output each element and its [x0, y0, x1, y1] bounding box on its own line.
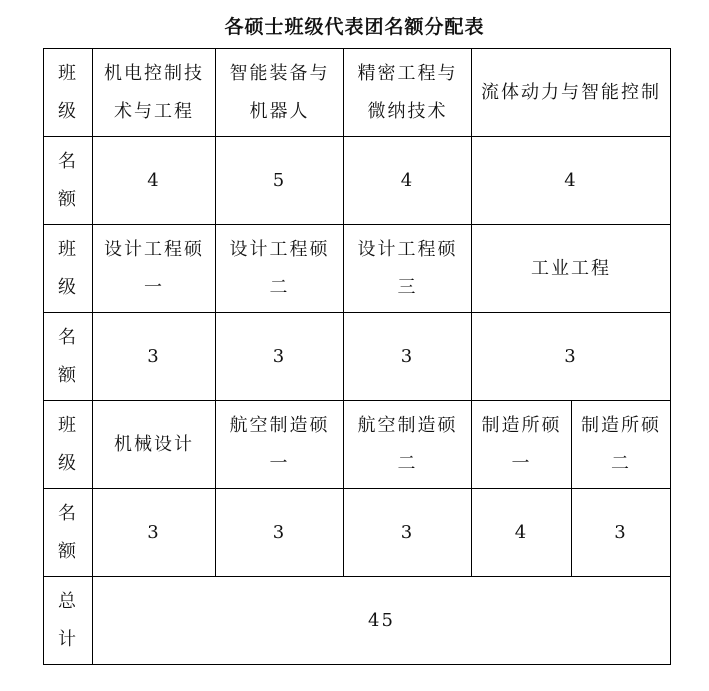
class-name-cell: 机电控制技术与工程 — [93, 49, 216, 137]
class-header-cell — [44, 225, 93, 313]
header-char: 班 — [58, 238, 78, 260]
table-row — [44, 49, 671, 137]
table-title: 各硕士班级代表团名额分配表 — [224, 16, 485, 38]
quota-cell: 3 — [344, 489, 472, 577]
quota-cell: 3 — [344, 313, 472, 401]
table-row — [44, 401, 671, 489]
quota-cell: 3 — [472, 313, 671, 401]
class-header-cell — [44, 49, 93, 137]
quota-cell: 3 — [572, 489, 671, 577]
class-name-cell: 设计工程硕二 — [216, 225, 344, 313]
class-name-cell: 设计工程硕一 — [93, 225, 216, 313]
table-row — [44, 137, 671, 225]
class-name-cell: 流体动力与智能控制 — [472, 49, 671, 137]
table-row — [44, 313, 671, 401]
header-char: 额 — [58, 540, 78, 562]
quota-cell: 4 — [472, 137, 671, 225]
header-char: 额 — [58, 188, 78, 210]
quota-header-cell — [44, 137, 93, 225]
class-name-cell: 制造所硕一 — [472, 401, 572, 489]
total-header-cell — [44, 577, 93, 665]
header-char: 级 — [58, 452, 78, 474]
total-cell: 45 — [93, 577, 671, 665]
class-name-cell: 精密工程与微纳技术 — [344, 49, 472, 137]
class-name-cell: 航空制造硕二 — [344, 401, 472, 489]
quota-cell: 4 — [93, 137, 216, 225]
table-row — [44, 489, 671, 577]
quota-cell: 3 — [93, 489, 216, 577]
quota-cell: 4 — [344, 137, 472, 225]
class-name-cell: 航空制造硕一 — [216, 401, 344, 489]
header-char: 班 — [58, 62, 78, 84]
class-name-cell: 工业工程 — [472, 225, 671, 313]
quota-allocation-table — [43, 48, 671, 665]
header-char: 级 — [58, 100, 78, 122]
header-char: 计 — [58, 628, 78, 650]
class-name-cell: 设计工程硕三 — [344, 225, 472, 313]
header-char: 班 — [58, 414, 78, 436]
quota-header-cell — [44, 313, 93, 401]
class-name-cell: 制造所硕二 — [572, 401, 671, 489]
quota-cell: 4 — [472, 489, 572, 577]
table-row — [44, 577, 671, 665]
header-char: 额 — [58, 364, 78, 386]
class-name-cell: 机械设计 — [93, 401, 216, 489]
class-name-cell: 智能装备与机器人 — [216, 49, 344, 137]
quota-cell: 3 — [93, 313, 216, 401]
header-char: 名 — [58, 502, 78, 524]
quota-cell: 5 — [216, 137, 344, 225]
quota-cell: 3 — [216, 489, 344, 577]
header-char: 总 — [58, 590, 78, 612]
class-header-cell — [44, 401, 93, 489]
header-char: 名 — [58, 326, 78, 348]
quota-header-cell — [44, 489, 93, 577]
quota-cell: 3 — [216, 313, 344, 401]
header-char: 名 — [58, 150, 78, 172]
header-char: 级 — [58, 276, 78, 298]
table-row — [44, 225, 671, 313]
